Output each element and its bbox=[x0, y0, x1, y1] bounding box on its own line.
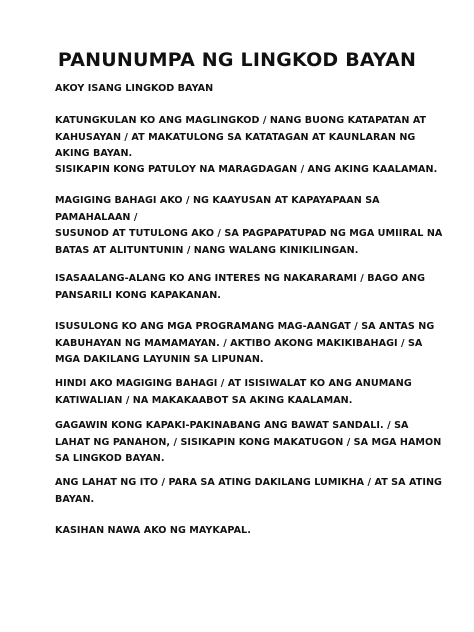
oath-paragraph-11 bbox=[55, 523, 435, 540]
oath-line: BATAS AT ALITUNTUNIN / NANG WALANG KINIKILINGAN. bbox=[55, 244, 359, 256]
oath-line: SISIKAPIN KONG PATULOY NA MARAGDAGAN / ANG AKING KAALAMAN. bbox=[55, 164, 438, 175]
oath-line: SUSUNOD AT TUTULONG AKO / SA PAGPAPATUPAD NG MGA UMIIRAL NA bbox=[55, 228, 443, 239]
oath-line: PAMAHALAAN / bbox=[55, 211, 138, 223]
oath-paragraph-10 bbox=[55, 475, 442, 508]
oath-line: ISUSULONG KO ANG MGA PROGRAMANG MAG-AANGAT / SA ANTAS NG bbox=[55, 321, 435, 332]
oath-line: KATUNGKULAN KO ANG MAGLINGKOD / NANG BUONG KATAPATAN AT bbox=[55, 115, 427, 126]
oath-paragraph-5 bbox=[55, 226, 443, 259]
oath-line: MAGIGING BAHAGI AKO / NG KAAYUSAN AT KAPAYAPAAN SA bbox=[55, 195, 380, 206]
oath-line: KAHUSAYAN / AT MAKATULONG SA KATATAGAN AT KAUNLARAN NG bbox=[55, 131, 416, 143]
oath-line: SA LINGKOD BAYAN. bbox=[55, 453, 165, 464]
oath-line: HINDI AKO MAGIGING BAHAGI / AT ISISIWALAT KO ANG ANUMANG bbox=[55, 378, 412, 389]
oath-line: AKING BAYAN. bbox=[55, 148, 133, 159]
document-title: PANUNUMPA NG LINGKOD BAYAN bbox=[57, 49, 417, 71]
oath-line: KASIHAN NAWA AKO NG MAYKAPAL. bbox=[55, 525, 251, 536]
oath-paragraph-9 bbox=[55, 418, 442, 468]
oath-paragraph-3 bbox=[55, 162, 438, 179]
oath-line: GAGAWIN KONG KAPAKI-PAKINABANG ANG BAWAT SANDALI. / SA bbox=[55, 420, 409, 431]
oath-line: BAYAN. bbox=[55, 493, 95, 505]
oath-line: KATIWALIAN / NA MAKAKAABOT SA AKING KAALAMAN. bbox=[55, 394, 353, 406]
oath-line: LAHAT NG PANAHON, / SISIKAPIN KONG MAKATUGON / SA MGA HAMON bbox=[55, 436, 442, 448]
oath-paragraph-7 bbox=[55, 319, 435, 369]
oath-paragraph-6 bbox=[55, 271, 435, 304]
oath-line: ISASAALANG-ALANG KO ANG INTERES NG NAKARARAMI / BAGO ANG bbox=[55, 273, 426, 284]
oath-paragraph-4 bbox=[55, 193, 435, 226]
oath-paragraph-8 bbox=[55, 376, 435, 409]
oath-paragraph-2 bbox=[55, 113, 435, 163]
oath-line: PANSARILI KONG KAPAKANAN. bbox=[55, 289, 221, 301]
oath-line: KABUHAYAN NG MAMAMAYAN. / AKTIBO AKONG MAKIKIBAHAGI / SA bbox=[55, 337, 423, 349]
oath-line: ANG LAHAT NG ITO / PARA SA ATING DAKILANG LUMIKHA / AT SA ATING bbox=[55, 477, 442, 488]
oath-line: AKOY ISANG LINGKOD BAYAN bbox=[55, 83, 214, 94]
oath-line: MGA DAKILANG LAYUNIN SA LIPUNAN. bbox=[55, 354, 264, 365]
oath-paragraph-1 bbox=[55, 81, 435, 98]
